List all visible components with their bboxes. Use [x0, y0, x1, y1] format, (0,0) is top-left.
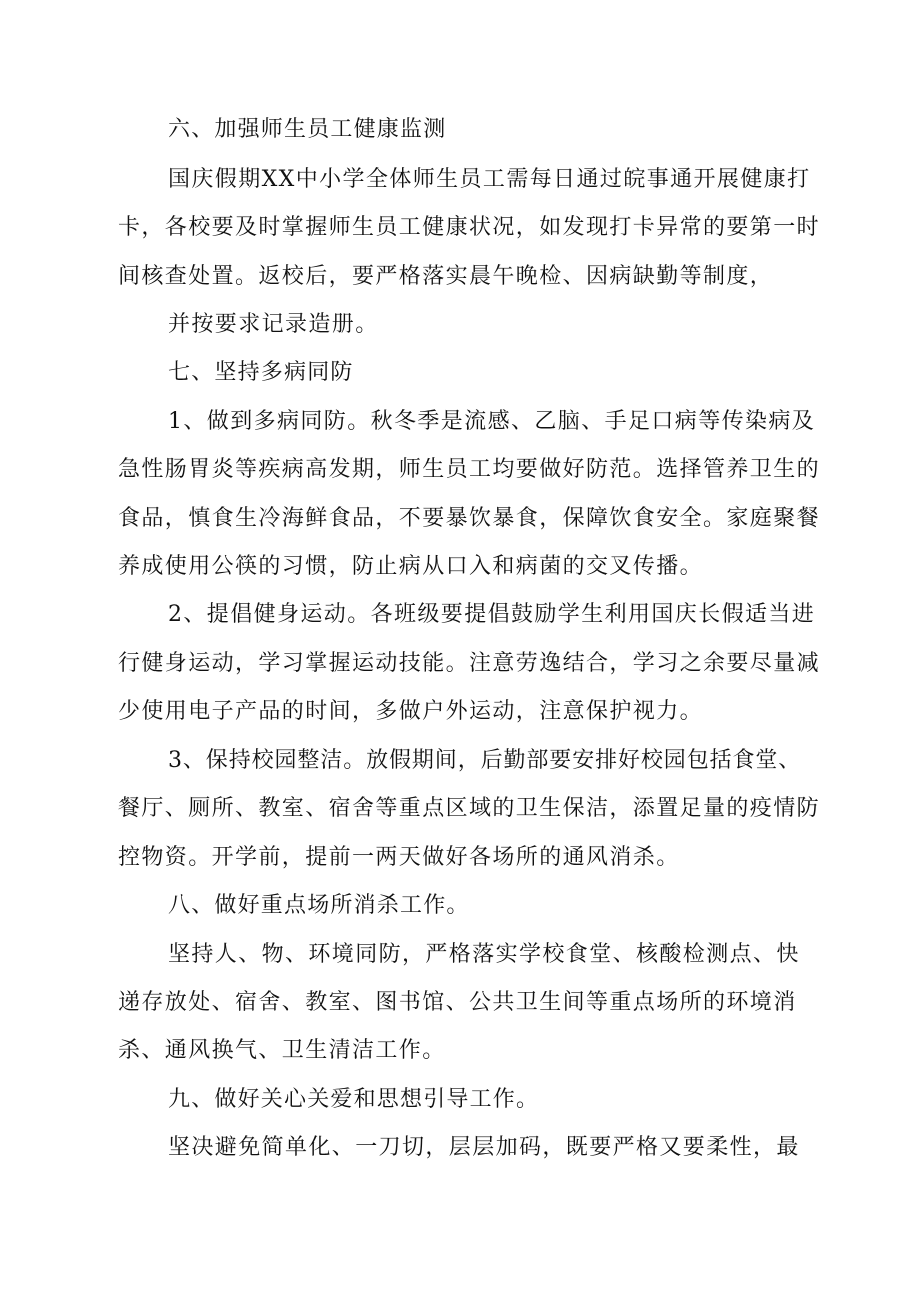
- paragraph-line: 间核查处置。返校后，要严格落实晨午晚检、因病缺勤等制度，: [118, 264, 774, 289]
- paragraph-line: 少使用电子产品的时间，多做户外运动，注意保护视力。: [118, 699, 704, 724]
- paragraph-line: 行健身运动，学习掌握运动技能。注意劳逸结合，学习之余要尽量减: [118, 651, 821, 676]
- paragraph-line: 餐厅、厕所、教室、宿舍等重点区域的卫生保洁，添置足量的疫情防: [118, 796, 821, 821]
- paragraph-line: 养成使用公筷的习惯，防止病从口入和病菌的交叉传播。: [118, 554, 704, 579]
- section-heading-9: 九、做好关心关爱和思想引导工作。: [168, 1087, 540, 1112]
- paragraph-line: 坚持人、物、环境同防，严格落实学校食堂、核酸检测点、快: [168, 942, 800, 967]
- paragraph-line: 控物资。开学前，提前一两天做好各场所的通风消杀。: [118, 845, 680, 870]
- paragraph-line: 卡，各校要及时掌握师生员工健康状况，如发现打卡异常的要第一时: [118, 215, 821, 240]
- paragraph-line: 2、提倡健身运动。各班级要提倡鼓励学生利用国庆长假适当进: [168, 602, 816, 627]
- paragraph-line: 急性肠胃炎等疾病高发期，师生员工均要做好防范。选择管养卫生的: [118, 457, 821, 482]
- paragraph-line: 杀、通风换气、卫生清洁工作。: [118, 1038, 446, 1063]
- paragraph-line: 递存放处、宿舍、教室、图书馆、公共卫生间等重点场所的环境消: [118, 990, 797, 1015]
- section-heading-8: 八、做好重点场所消杀工作。: [168, 893, 470, 918]
- paragraph-line: 3、保持校园整洁。放假期间，后勤部要安排好校园包括食堂、: [168, 748, 802, 773]
- paragraph-line: 食品，慎食生冷海鲜食品，不要暴饮暴食，保障饮食安全。家庭聚餐: [118, 506, 821, 531]
- paragraph-line: 1、做到多病同防。秋冬季是流感、乙脑、手足口病等传染病及: [168, 409, 816, 434]
- section-heading-6: 六、加强师生员工健康监测: [168, 117, 447, 142]
- paragraph-line: 并按要求记录造册。: [168, 312, 379, 337]
- paragraph-line: 坚决避免简单化、一刀切，层层加码，既要严格又要柔性，最: [168, 1135, 800, 1160]
- section-heading-7: 七、坚持多病同防: [168, 360, 354, 385]
- paragraph-line: 国庆假期XX中小学全体师生员工需每日通过皖事通开展健康打: [168, 167, 811, 192]
